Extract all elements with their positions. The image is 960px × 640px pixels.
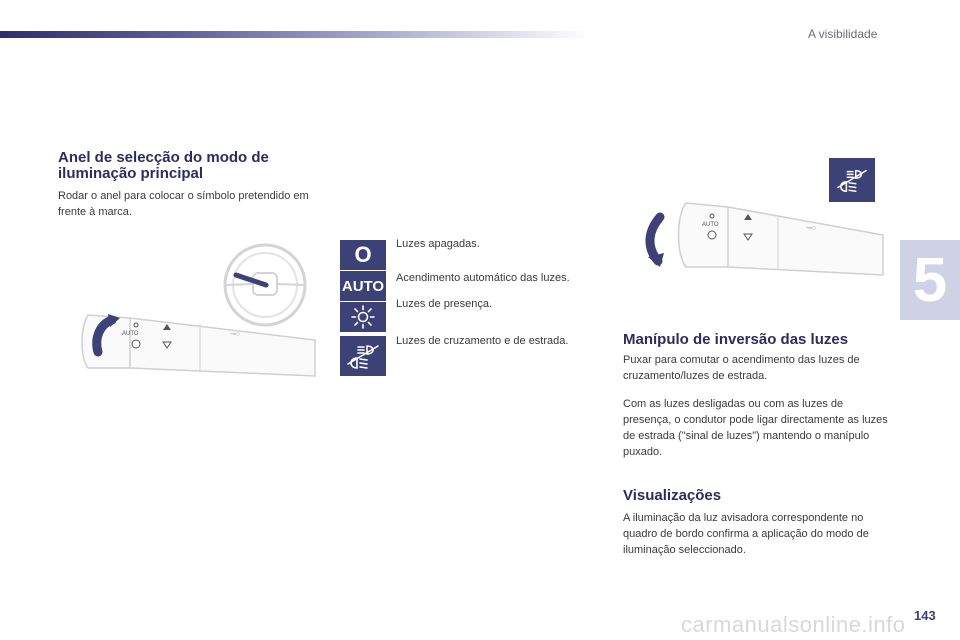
chapter-number: 5 [900,240,960,320]
mode-label-off: Luzes apagadas. [396,238,480,250]
stalk-auto-label: AUTO [702,222,719,228]
svg-text:⊸○: ⊸○ [806,225,817,232]
mode-label-main-beam: Luzes de cruzamento e de estrada. [396,335,569,347]
section-title: A visibilidade [808,27,878,41]
left-title: Anel de selecção do modo de iluminação principal [58,149,269,182]
mode-badge-main-beam [340,336,386,376]
mode-badge-off [340,240,386,270]
stalk-auto-label: AUTO [122,331,139,337]
watermark: carmanualsonline.info [681,612,906,637]
mode-label-auto: Acendimento automático das luzes. [396,272,570,284]
position-lights-icon [350,304,376,330]
auto-icon: AUTO [341,277,385,295]
right-title-1: Manípulo de inversão das luzes [623,331,849,348]
right-text-2: Com as luzes desligadas ou com as luzes de presença, o condutor pode ligar directamente as luzes de estrada ("sinal de luzes") mantendo o manípulo puxado. [623,398,888,458]
left-text: Rodar o anel para colocar o símbolo pretendido em frente à marca. [58,190,309,218]
steering-stalk-illustration [60,240,322,385]
stalk-pull-illustration [628,195,890,280]
off-icon: O [354,242,372,267]
header-gradient-bar [0,31,590,38]
right-text-1: Puxar para comutar o acendimento das luzes de cruzamento/luzes de estrada. [623,354,860,382]
mode-badge-position [340,302,386,332]
right-text-3: A iluminação da luz avisadora correspondente no quadro de bordo confirma a aplicação do modo de iluminação seleccionado. [623,512,869,556]
mode-label-position: Luzes de presença. [396,298,493,310]
right-title-2: Visualizações [623,487,722,504]
svg-text:⊸○: ⊸○ [230,331,241,338]
mode-badge-auto [340,271,386,301]
page-number: 143 [914,608,936,623]
main-beam-icon [345,340,381,372]
main-beam-icon [835,165,869,195]
